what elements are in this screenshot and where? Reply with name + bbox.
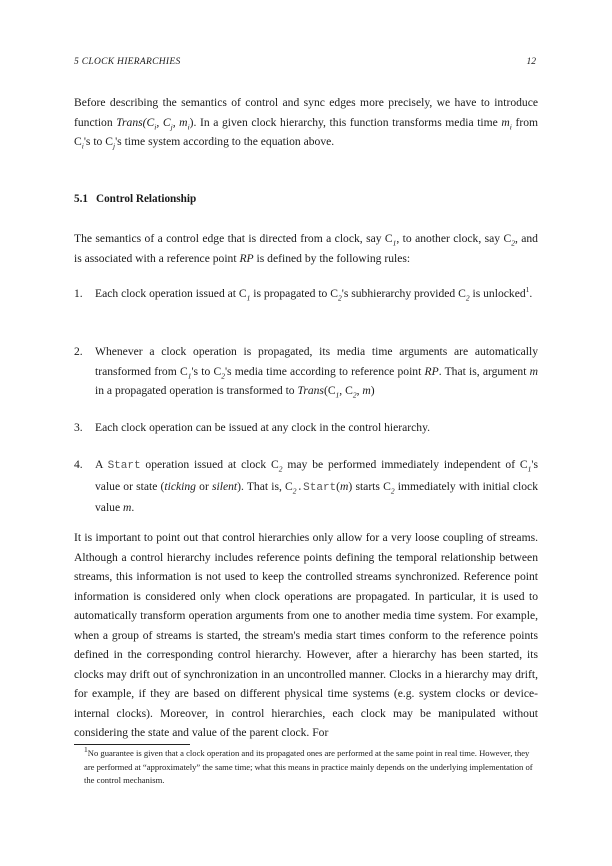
footnote [84, 747, 534, 788]
intro-paragraph: Before describing the semantics of control and sync edges more precisely, we have to introduce function $Trans(C_i$, $C_j$, $m_i$). In a given clock hierarchy, this function transforms media time $m_i$ from $C_i's$ to $C_j's$ time system according to the equation above. [74, 96, 539, 151]
footnote-text: No guarantee is given that a clock operation and its propagated ones are performed at the same point in real time. However, they are performed at “approximately” the same time; what this means in practice mainly depends on the underlying implementation of the control mechanism. [84, 748, 533, 786]
page-number: 12 [526, 57, 536, 67]
footnote-reference[interactable]: 1 [525, 285, 530, 295]
section-heading [74, 193, 196, 205]
rules-list-item: 4. A Start operation issued at clock $C_2$ may be performed immediately independent of $C_1's$ value or state (ticking or silent). That is, $C_2.Start(m)$ starts $C_2$ immediately with initial clock value m. [74, 458, 538, 514]
header-section-title: 5 CLOCK HIERARCHIES [74, 57, 181, 67]
rules-list-item: 3. Each clock operation can be issued at any clock in the control hierarchy. [74, 421, 431, 434]
loose-coupling-paragraph: It is important to point out that control hierarchies only allow for a very loose coupling of streams. Although a control hierarchy includes reference points defining the temporal relationship between streams, this information is not used to keep the controlled streams synchronized. Reference point information is considered only when clock operations are propagated. In particular, it is used to automatically transform operation arguments from one to another media time system. For example, when a group of streams is started, the stream's media start times conform to the reference points defined in the corresponding control hierarchy. However, after a hierarchy has been started, its clocks may drift out of synchronization in an uncontrolled manner. Clocks in a hierarchy may drift, for example, if they are based on different physical time systems (e.g. system clocks or device-internal clocks). Moreover, in control hierarchies, each clock may be manipulated without considering the state and value of the parent clock. For [74, 531, 538, 739]
control-edge-paragraph: The semantics of a control edge that is directed from a clock, say $C_1$, to another clock, say $C_2$, and is associated with a reference point RP is defined by the following rules: [74, 232, 538, 265]
running-header [74, 57, 538, 67]
section-number: 5.1 [74, 193, 88, 205]
section-title: Control Relationship [95, 193, 197, 205]
footnote-divider [74, 744, 190, 745]
footnote-mark: 1 [84, 745, 88, 755]
rules-list-item: 2. Whenever a clock operation is propagated, its media time arguments are automatically transformed from $C_1's$ to $C_2's$ media time according to reference point RP. That is, argument m in a propagated operation is transformed to $Trans(C_1$, $C_2$, m) [74, 345, 538, 400]
rules-list-item: 1. Each clock operation issued at $C_1$ is propagated to $C_2's$ subhierarchy provided $C_2$ is unlocked$^1$. [74, 285, 533, 303]
